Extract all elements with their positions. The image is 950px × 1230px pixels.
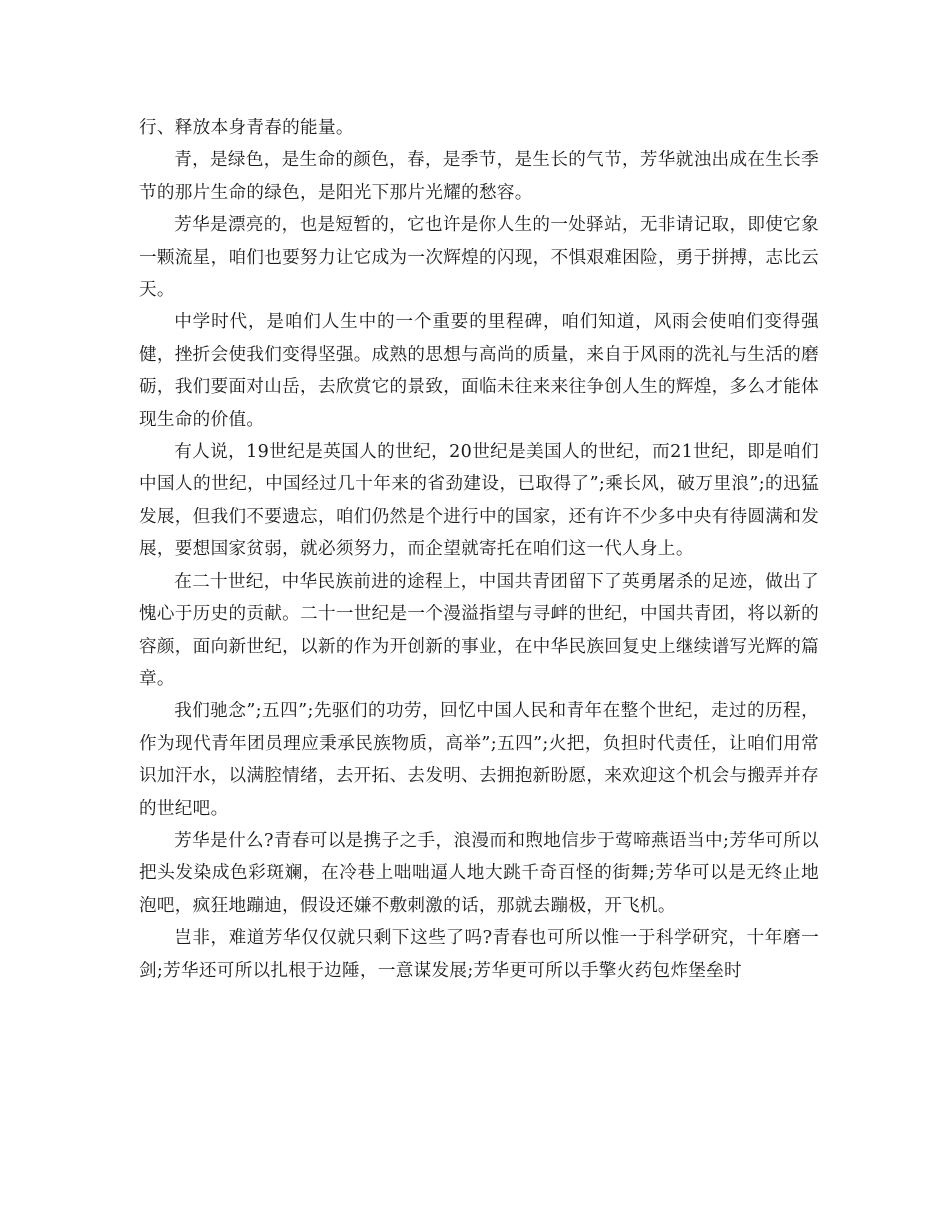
document-body: [139, 112, 819, 987]
paragraph-1: 行、释放本身青春的能量。: [139, 118, 354, 138]
paragraph-6: 在二十世纪，中华民族前进的途程上，中国共青团留下了英勇屠杀的足迹，做出了愧心于历史的贡献。二十一世纪是一个漫溢指望与寻衅的世纪，中国共青团，将以新的容颜，面向新世纪，以新的作为开创新的事业，在中华民族回复史上继续谱写光辉的篇章。: [139, 571, 819, 689]
paragraph-4: 中学时代，是咱们人生中的一个重要的里程碑，咱们知道，风雨会使咱们变得强健，挫折会使我们变得坚强。成熟的思想与高尚的质量，来自于风雨的洗礼与生活的磨砺，我们要面对山岳，去欣赏它的景致，面临未往来来往争创人生的辉煌，多么才能体现生命的价值。: [139, 312, 819, 430]
paragraph-9: 岂非，难道芳华仅仅就只剩下这些了吗?青春也可所以惟一于科学研究，十年磨一剑;芳华还可所以扎根于边陲，一意谋发展;芳华更可所以手擎火药包炸堡垒时: [139, 928, 819, 981]
paragraph-5: 有人说，19世纪是英国人的世纪，20世纪是美国人的世纪，而21世纪，即是咱们中国人的世纪，中国经过几十年来的省劲建设，已取得了”;乘长风，破万里浪”;的迅猛发展，但我们不要遗忘，咱们仍然是个进行中的国家，还有许不少多中央有待圆满和发展，要想国家贫弱，就必须努力，而企望就寄托在咱们这一代人身上。: [139, 442, 819, 560]
paragraph-3: 芳华是漂亮的，也是短暂的，它也许是你人生的一处驿站，无非请记取，即使它象一颗流星，咱们也要努力让它成为一次辉煌的闪现，不惧艰难困险，勇于拼搏，志比云天。: [139, 215, 819, 301]
paragraph-7: 我们驰念”;五四”;先驱们的功劳，回忆中国人民和青年在整个世纪，走过的历程，作为现代青年团员理应秉承民族物质，高举”;五四”;火把，负担时代责任，让咱们用常识加汗水，以满腔情绪，去开拓、去发明、去拥抱新盼愿，来欢迎这个机会与搬弄并存的世纪吧。: [139, 701, 819, 819]
paragraph-2: 青，是绿色，是生命的颜色，春，是季节，是生长的气节，芳华就浊出成在生长季节的那片生命的绿色，是阳光下那片光耀的愁容。: [139, 150, 819, 203]
paragraph-8: 芳华是什么?青春可以是携子之手，浪漫而和煦地信步于莺啼燕语当中;芳华可所以把头发染成色彩斑斓，在冷巷上咄咄逼人地大跳千奇百怪的街舞;芳华可以是无终止地泡吧，疯狂地蹦迪，假设还嫌不敷刺激的话，那就去蹦极，开飞机。: [139, 830, 819, 916]
